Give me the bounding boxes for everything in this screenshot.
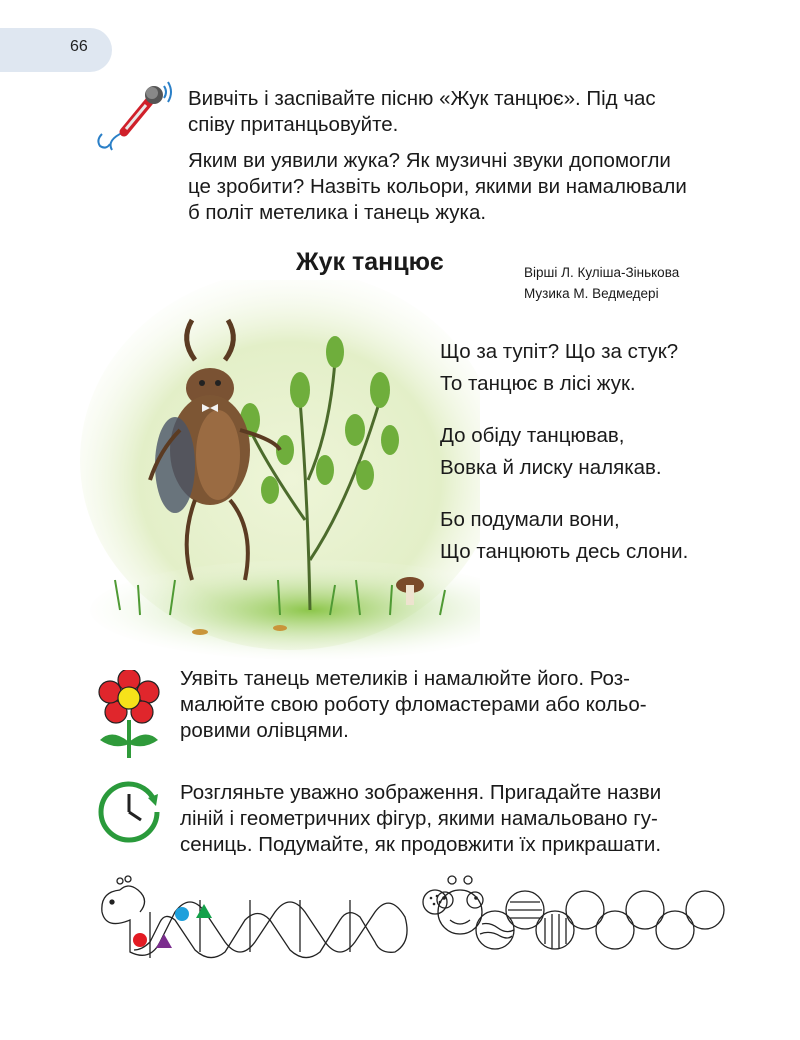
flower-icon bbox=[96, 670, 162, 760]
song-title: Жук танцює bbox=[296, 248, 444, 276]
questions-line: це зробити? Назвіть кольори, якими ви намалювали bbox=[188, 175, 687, 198]
questions-line: Яким ви уявили жука? Як музичні звуки допомогли bbox=[188, 149, 671, 172]
clock-icon bbox=[96, 780, 162, 844]
stanza bbox=[440, 420, 662, 484]
task-look-line: сениць. Подумайте, як продовжити їх прикрашати. bbox=[180, 833, 662, 856]
stanza-line: То танцює в лісі жук. bbox=[440, 372, 636, 395]
intro-line: співу пританцьовуйте. bbox=[188, 113, 399, 136]
caterpillar-drawings bbox=[90, 872, 750, 962]
questions-paragraph bbox=[188, 148, 746, 226]
task-draw-line: Уявіть танець метеликів і намалюйте його. Роз- bbox=[180, 667, 630, 690]
page-number: 66 bbox=[70, 38, 88, 55]
stanza-line: Бо подумали вони, bbox=[440, 508, 620, 531]
song-credits bbox=[524, 262, 679, 304]
stanza bbox=[440, 504, 688, 568]
beetle-illustration bbox=[80, 280, 480, 660]
page-number-tab bbox=[0, 28, 112, 72]
stanza bbox=[440, 336, 678, 400]
task-draw-line: ровими олівцями. bbox=[180, 719, 349, 742]
task-look-paragraph bbox=[180, 780, 746, 858]
stanza-line: Вовка й лиску налякав. bbox=[440, 456, 662, 479]
task-look-line: ліній і геометричних фігур, якими намальовано гу- bbox=[180, 807, 658, 830]
questions-line: б політ метелика і танець жука. bbox=[188, 201, 487, 224]
intro-paragraph bbox=[188, 86, 746, 138]
task-draw-paragraph bbox=[180, 666, 746, 744]
task-look-line: Розгляньте уважно зображення. Пригадайте назви bbox=[180, 781, 662, 804]
credit-music: Музика М. Ведмедері bbox=[524, 286, 659, 301]
stanza-line: Що танцюють десь слони. bbox=[440, 540, 689, 563]
stanza-line: Що за тупіт? Що за стук? bbox=[440, 340, 679, 363]
task-draw-line: малюйте свою роботу фломастерами або кольо- bbox=[180, 693, 647, 716]
intro-line: Вивчіть і заспівайте пісню «Жук танцює». Під час bbox=[188, 87, 656, 110]
microphone-icon bbox=[94, 80, 174, 152]
credit-lyrics: Вірші Л. Куліша-Зінькова bbox=[524, 265, 680, 280]
stanza-line: До обіду танцював, bbox=[440, 424, 625, 447]
